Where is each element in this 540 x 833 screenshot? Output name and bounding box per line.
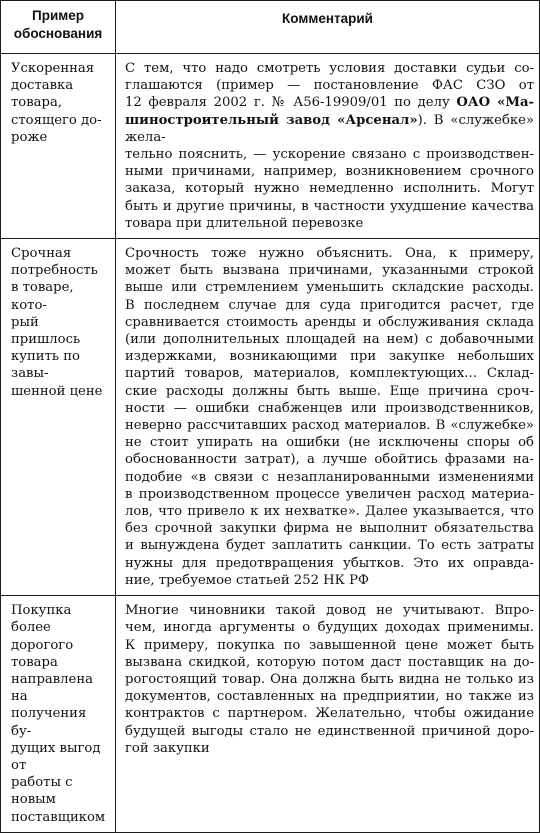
comment-line [125,451,534,468]
comment-line [125,245,534,262]
comment-line [125,469,534,486]
comment-text: заказа, который нужно немедленно исполнить. Могут [125,181,534,197]
example-line: Покупка более [11,603,72,636]
comment-line [125,520,534,537]
comment-text: и вынуждена будет заплатить санкции. То есть затраты [125,538,534,554]
comment-text: подобие «в связи с незапланированными изменениями [125,469,534,485]
comment-cell [116,54,540,239]
header-example-line: Пример [32,8,84,23]
comment-text: обоснованности затрат), а лучше обойтись фразами на- [125,452,534,468]
comment-text: неверно рассчитавших расход материалов. В «служебке» [125,418,534,434]
comment-text-bold: шиностроительный завод «Арсенал» [125,112,418,128]
comment-text: без срочной закупки фирма не выполнит обязательства [125,521,534,537]
comment-line [125,654,534,671]
header-example [1,1,116,54]
comment-line [125,705,534,722]
comment-line [125,740,534,757]
example-line: потребность [11,263,98,279]
comment-line [125,723,534,740]
comment-line [125,486,534,503]
comment-text-bold: ОАО «Ма- [456,95,535,111]
comment-text: В последнем случае для суда пригодится расчет, где [125,297,534,313]
comment-text: глашаются (пример — постановление ФАС СЗО от [125,78,534,94]
comment-text: нужны для предотвращения убытков. Это их оправда- [125,555,534,571]
table-row [1,596,540,833]
comment-line [125,60,534,77]
comment-line [125,671,534,688]
comment-text: К примеру, покупка по завышенной цене может быть [125,637,534,653]
comment-text: документов, составленных на предприятии, но также из [125,689,534,705]
comment-text: тельно пояснить, — ускорение связано с производствен- [125,147,534,163]
comment-line [125,262,534,279]
comment-line [125,279,534,296]
comment-text: выше или стремлением уменьшить складские расходы. [125,280,534,296]
comment-text: быть и другие причины, в частности ухудшение качества [125,198,534,214]
example-line: Срочная [11,246,72,262]
comment-cell [116,596,540,833]
comment-line [125,537,534,554]
table-row [1,239,540,596]
comment-text: может быть вызвана причинами, указанными строкой [125,263,534,279]
comment-text: ские расходы должны быть выше. Еще причина сроч- [125,383,534,399]
example-line: дорогого товара [11,637,74,670]
comment-line [125,348,534,365]
comment-line [125,602,534,619]
example-cell [1,239,116,596]
comment-line [125,572,534,589]
comment-line [125,146,534,163]
comment-text: 12 февраля 2002 г. № А56-19909/01 по делу [125,95,457,111]
comment-text: лов, что привело к их нехватке». Далее указывается, что [125,504,534,520]
header-comment-label: Комментарий [282,11,373,26]
comment-line [125,503,534,520]
comment-line [125,619,534,636]
example-line: поставщиком [11,809,106,825]
example-line: рый пришлось [11,314,81,348]
comment-text: С тем, что надо смотреть условия доставки судьи со- [125,61,534,76]
comment-text: будущей выгоды стало не единственной причиной доро- [125,723,534,739]
comment-text: Многие чиновники такой довод не учитывают. Впро- [125,603,534,619]
comment-text: сравнивается стоимость аренды и обслуживания склада [125,314,534,330]
comment-line [125,163,534,180]
comment-cell [116,239,540,596]
comment-line [125,555,534,572]
example-cell [1,54,116,239]
comment-text: Срочность тоже нужно объяснить. Она, к примеру, [125,246,534,262]
example-line: получения бу- [11,706,87,739]
comment-text: ности — ошибки снабженцев или производственников, [125,400,534,416]
example-line: работы с новым [11,775,73,808]
comment-text: не стоит упирать на ошибки (не исключены споры об [125,435,534,451]
comment-text: ). В «служебке» жела- [125,112,534,145]
comment-line [125,198,534,215]
comment-text: издержками, возникающими при закупке небольших [125,349,534,365]
example-line: шенной цене [11,383,103,399]
example-line: дущих выгод от [11,740,101,773]
table-header-row [1,1,540,54]
example-line: купить по завы- [11,349,80,382]
comment-line [125,400,534,417]
comment-line [125,180,534,197]
example-line: роже [11,129,48,145]
comment-text: партий товаров, материалов, комплектующих... Склад- [125,366,534,382]
example-line: направлена на [11,671,94,705]
comment-text: контрактов с партнером. Желательно, чтобы ожидание [125,706,534,722]
comment-text: рогостоящий товар. Она должна быть видна не только из [125,671,534,687]
comment-line [125,77,534,94]
comment-line [125,314,534,331]
comment-line [125,331,534,348]
comment-line [125,383,534,400]
comment-text: чем, иногда аргументы о будущих доходах применимы. [125,620,534,636]
comment-text: гой закупки [125,740,210,756]
comment-text: вызвана скидкой, которую потом даст поставщик на до- [125,654,534,670]
comment-text: (или дополнительных площадей на нем) с добавочными [125,332,534,348]
comment-line [125,112,534,146]
table-row [1,54,540,239]
example-line: в товаре, кото- [11,280,74,313]
comment-line [125,94,534,111]
example-line: стоящего до- [11,112,102,128]
table-body [1,54,540,833]
comment-line [125,215,534,232]
comment-text: товара при длительной перевозке [125,215,364,231]
comment-line [125,297,534,314]
header-example-line: обоснования [13,26,103,41]
example-line: Ускоренная [11,61,95,76]
comment-text: ными причинами, например, возникновением срочного [125,164,534,180]
comment-text: в производственном процессе увеличен расход материа- [125,486,534,502]
comment-line [125,688,534,705]
comment-line [125,434,534,451]
comment-line [125,637,534,654]
example-line: доставка товара, [11,78,74,111]
comment-line [125,417,534,434]
example-cell [1,596,116,833]
comment-text: ние, требуемое статьей 252 НК РФ [125,572,369,588]
comment-line [125,365,534,382]
header-comment [116,1,540,54]
